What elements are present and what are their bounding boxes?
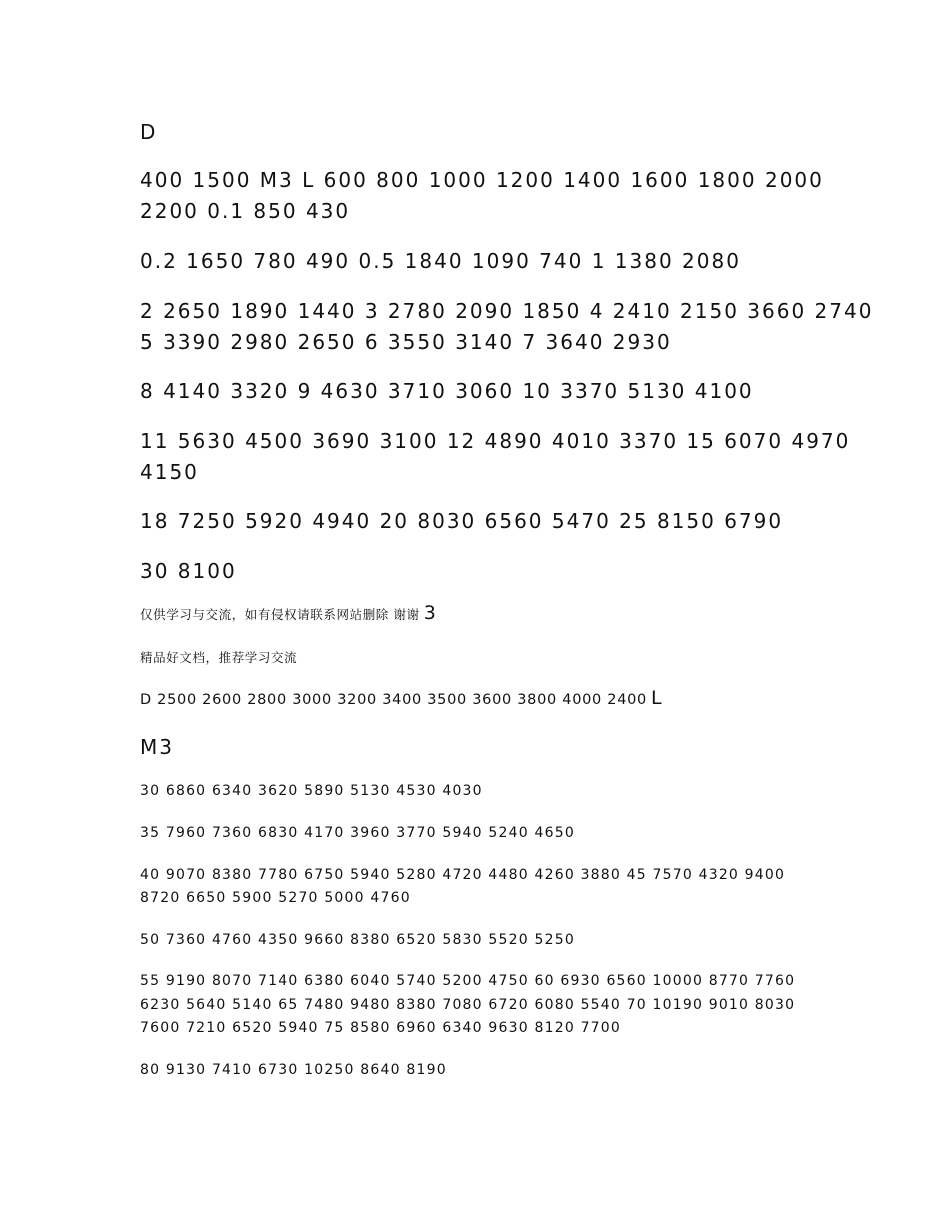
text-line: 8 4140 3320 9 4630 3710 3060 10 3370 5130 4100: [140, 379, 754, 403]
table-header-values: D 2500 2600 2800 3000 3200 3400 3500 3600 3800 4000 2400: [140, 692, 647, 708]
table-row: 55 9190 8070 7140 6380 6040 5740 5200 4750 60 6930 6560 10000 8770 7760: [140, 973, 796, 989]
table-row: 50 7360 4760 4350 9660 8380 6520 5830 5520 5250: [140, 932, 575, 948]
text-line: 18 7250 5920 4940 20 8030 6560 5470 25 8150 6790: [140, 509, 784, 533]
footer-note: [140, 603, 436, 625]
table-row: 80 9130 7410 6730 10250 8640 8190: [140, 1062, 447, 1078]
table-row: 40 9070 8380 7780 6750 5940 5280 4720 4480 4260 3880 45 7570 4320 9400: [140, 867, 786, 883]
page-number: 3: [423, 602, 436, 624]
text-line: 2 2650 1890 1440 3 2780 2090 1850 4 2410 2150 3660 2740: [140, 299, 874, 323]
footer-note-text: 仅供学习与交流，如有侵权请联系网站删除 谢谢: [140, 607, 420, 622]
text-line: 5 3390 2980 2650 6 3550 3140 7 3640 2930: [140, 330, 672, 354]
header-note: 精品好文档，推荐学习交流: [140, 650, 298, 665]
text-line: 0.2 1650 780 490 0.5 1840 1090 740 1 1380 2080: [140, 249, 741, 273]
text-line: 30 8100: [140, 559, 237, 583]
table-row: 7600 7210 6520 5940 75 8580 6960 6340 9630 8120 7700: [140, 1020, 622, 1036]
text-line: D: [140, 120, 158, 144]
table-header-l-label: L: [650, 687, 662, 709]
table-row: 35 7960 7360 6830 4170 3960 3770 5940 5240 4650: [140, 825, 575, 841]
table-row: 6230 5640 5140 65 7480 9480 8380 7080 6720 6080 5540 70 10190 9010 8030: [140, 997, 796, 1013]
table-header: [140, 686, 662, 712]
table-row: 30 6860 6340 3620 5890 5130 4530 4030: [140, 783, 483, 799]
m3-label: M3: [140, 735, 174, 759]
text-line: 11 5630 4500 3690 3100 12 4890 4010 3370 15 6070 4970: [140, 429, 851, 453]
text-line: 4150: [140, 460, 199, 484]
text-line: 400 1500 M3 L 600 800 1000 1200 1400 1600 1800 2000: [140, 168, 824, 192]
text-line: 2200 0.1 850 430: [140, 199, 351, 223]
table-row: 8720 6650 5900 5270 5000 4760: [140, 890, 411, 906]
